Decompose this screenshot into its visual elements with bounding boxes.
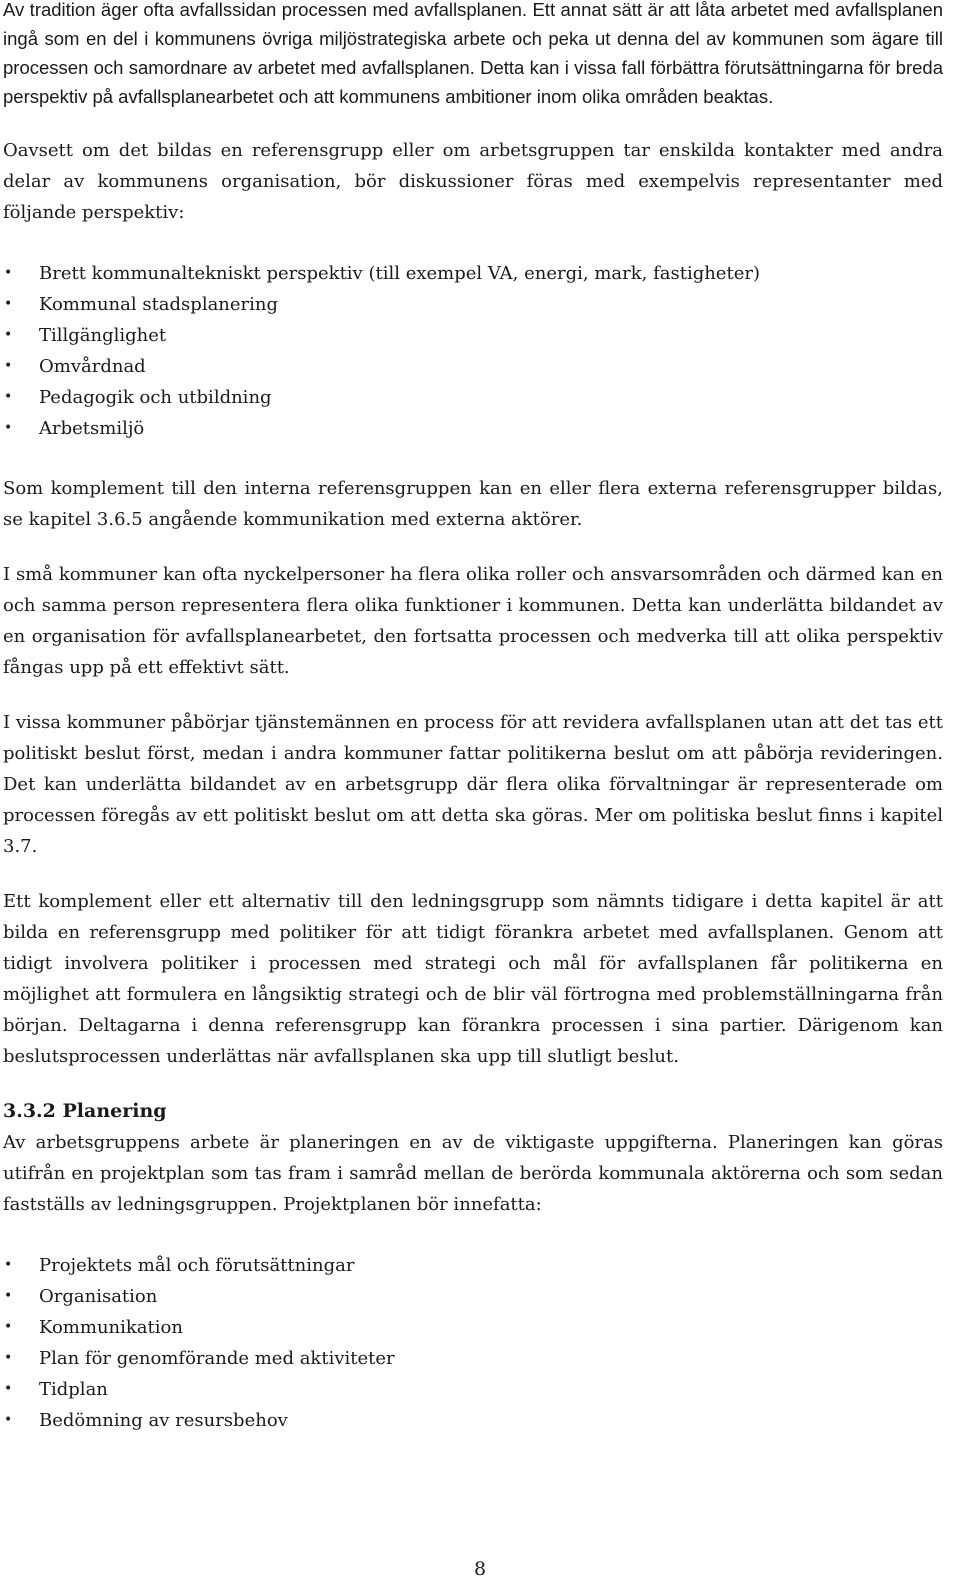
bullet-icon: • xyxy=(4,1319,13,1335)
bullet-icon: • xyxy=(4,327,13,343)
page-number: 8 xyxy=(473,1558,487,1580)
bullet-icon: • xyxy=(4,1381,13,1397)
list-item: • Kommunal stadsplanering xyxy=(3,289,943,320)
paragraph-politiskt-beslut: I vissa kommuner påbörjar tjänstemännen en process för att revidera avfallsplanen utan att det tas ett politiskt beslut först, medan i andra kommuner fattar politikerna beslut om att påbörja revideringen. Det kan underlätta bildandet av en arbetsgrupp där flera olika förvaltningar är representerade om processen föregås av ett politiskt beslut om att detta ska göras. Mer om politiska beslut finns i kapitel 3.7. xyxy=(3,712,943,857)
bullet-icon: • xyxy=(4,1350,13,1366)
projectplan-list xyxy=(3,1250,943,1436)
bullet-icon: • xyxy=(4,1412,13,1428)
paragraph-sma-kommuner: I små kommuner kan ofta nyckelpersoner ha flera olika roller och ansvarsområden och därmed kan en och samma person representera flera olika funktioner i kommunen. Detta kan underlätta bildandet av en organisation för avfallsplanearbetet, den fortsatta processen och medverka till att olika perspektiv fångas upp på ett effektivt sätt. xyxy=(3,564,943,678)
paragraph-politiker-referensgrupp: Ett komplement eller ett alternativ till den ledningsgrupp som nämnts tidigare i detta kapitel är att bilda en referensgrupp med politiker för att tidigt förankra arbetet med avfallsplanen. Genom att tidigt involvera politiker i processen med strategi och mål för avfallsplanen får politikerna en möjlighet att formulera en långsiktig strategi och de blir väl förtrogna med problemställningarna från början. Deltagarna i denna referensgrupp kan förankra processen i sina partier. Därigenom kan beslutsprocessen underlättas när avfallsplanen ska upp till slutligt beslut. xyxy=(3,891,943,1067)
list-item: • Kommunikation xyxy=(3,1312,943,1343)
paragraph-referensgrupp: Oavsett om det bildas en referensgrupp eller om arbetsgruppen tar enskilda kontakter med andra delar av kommunens organisation, bör diskussioner föras med exempelvis representanter med följande perspektiv: xyxy=(3,140,943,223)
list-item: • Pedagogik och utbildning xyxy=(3,382,943,413)
list-item: • Projektets mål och förutsättningar xyxy=(3,1250,943,1281)
bullet-icon: • xyxy=(4,296,13,312)
paragraph-planering: Av arbetsgruppens arbete är planeringen en av de viktigaste uppgifterna. Planeringen kan göras utifrån en projektplan som tas fram i samråd mellan de berörda kommunala aktörerna och som sedan fastställs av ledningsgruppen. Projektplanen bör innefatta: xyxy=(3,1132,943,1215)
list-item: • Tillgänglighet xyxy=(3,320,943,351)
section-heading: 3.3.2 Planering xyxy=(3,1100,167,1122)
list-item: • Plan för genomförande med aktiviteter xyxy=(3,1343,943,1374)
paragraph-externa-referensgrupper: Som komplement till den interna referensgruppen kan en eller flera externa referensgrupper bildas, se kapitel 3.6.5 angående kommunikation med externa aktörer. xyxy=(3,478,943,530)
list-item: • Arbetsmiljö xyxy=(3,413,943,444)
list-item: • Tidplan xyxy=(3,1374,943,1405)
bullet-icon: • xyxy=(4,1257,13,1273)
document-page xyxy=(3,0,943,1436)
list-item: • Bedömning av resursbehov xyxy=(3,1405,943,1436)
paragraph-avfallssidan: Av tradition äger ofta avfallssidan processen med avfallsplanen. Ett annat sätt är att låta arbetet med avfallsplanen ingå som en del i kommunens övriga miljöstrategiska arbete och peka ut denna del av kommunen som ägare till processen och samordnare av arbetet med avfallsplanen. Detta kan i vissa fall förbättra förutsättningarna för breda perspektiv på avfallsplanearbetet och att kommunens ambitioner inom olika områden beaktas. xyxy=(3,0,943,107)
list-item: • Brett kommunaltekniskt perspektiv (till exempel VA, energi, mark, fastigheter) xyxy=(3,258,943,289)
bullet-icon: • xyxy=(4,358,13,374)
bullet-icon: • xyxy=(4,1288,13,1304)
bullet-icon: • xyxy=(4,389,13,405)
list-item: • Omvårdnad xyxy=(3,351,943,382)
bullet-icon: • xyxy=(4,265,13,281)
perspectives-list xyxy=(3,258,943,444)
list-item: • Organisation xyxy=(3,1281,943,1312)
bullet-icon: • xyxy=(4,420,13,436)
